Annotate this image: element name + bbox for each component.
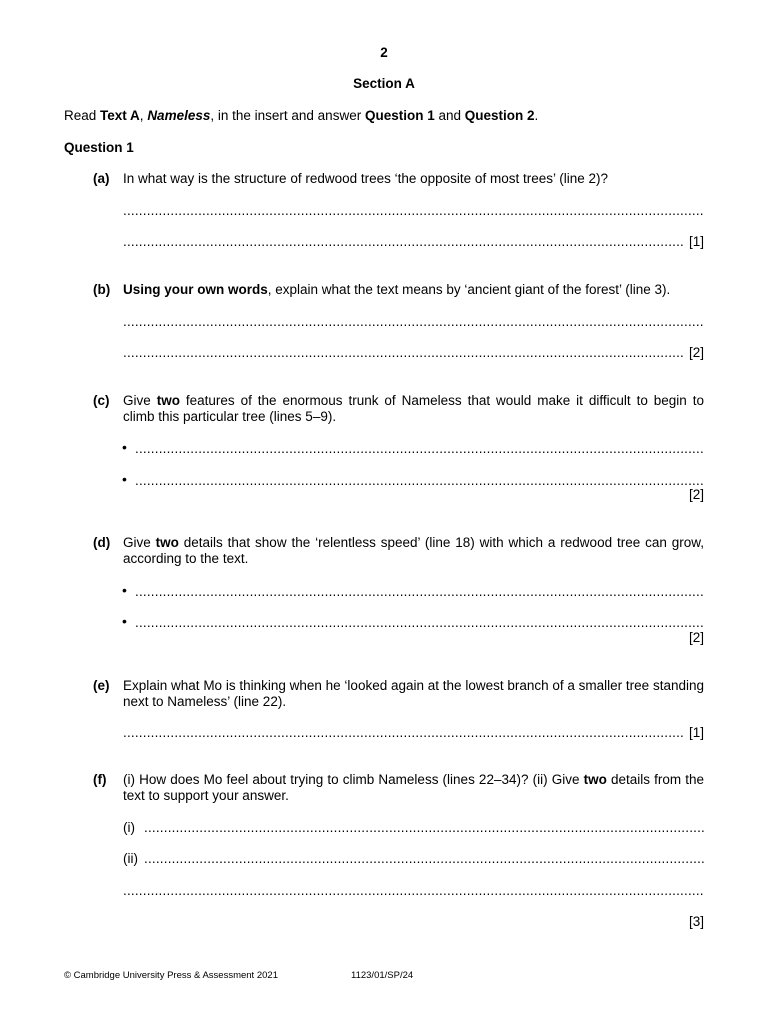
intro-middle: , in the insert and answer (210, 108, 365, 123)
part-d-bullet-2: • (122, 613, 127, 629)
part-d-label: (d) (93, 535, 111, 550)
part-c-bullet-1: • (122, 439, 127, 455)
part-b-text: , explain what the text means by ‘ancient giant of the forest’ (line 3). (267, 282, 671, 297)
part-f-label: (f) (93, 772, 107, 787)
part-b-answer-line-2[interactable] (123, 345, 683, 359)
part-c-bullet-2: • (122, 471, 127, 487)
part-e-question: Explain what Mo is thinking when he ‘looked again at the lowest branch of a smaller tree standing next to Nameless’ (line 22). (123, 678, 704, 709)
part-d-mark: [2] (688, 630, 704, 645)
section-title: Section A (353, 76, 415, 91)
part-f-text: details from the text to support your answer. (123, 772, 704, 803)
part-a-label: (a) (93, 171, 110, 186)
part-d-pre: Give (123, 535, 156, 550)
part-a-answer-line-1[interactable] (123, 203, 704, 217)
footer-copyright: © Cambridge University Press & Assessment 2021 (64, 970, 278, 981)
footer-code: 1123/01/SP/24 (351, 970, 414, 981)
intro-and: and (434, 108, 465, 123)
question-heading: Question 1 (64, 140, 134, 155)
part-a-answer-line-2[interactable] (123, 234, 683, 248)
intro-title: Nameless (147, 108, 211, 123)
intro-question-2: Question 2 (464, 108, 535, 123)
intro-read: Read (64, 108, 101, 123)
part-d-answer-line-2[interactable] (135, 615, 704, 629)
part-b-label: (b) (93, 282, 111, 297)
part-e-answer-line[interactable] (123, 725, 683, 739)
part-f-answer-line-i[interactable] (144, 820, 704, 834)
page-number: 2 (380, 45, 388, 60)
part-d-question (123, 535, 704, 567)
part-f-answer-line-3[interactable] (123, 883, 704, 897)
part-a-question: In what way is the structure of redwood trees ‘the opposite of most trees’ (line 2)? (123, 171, 608, 186)
part-f-question (123, 772, 704, 804)
part-e-mark: [1] (688, 725, 704, 740)
intro-instruction (64, 108, 538, 123)
part-d-bullet-1: • (122, 582, 127, 598)
part-a-mark: [1] (688, 234, 704, 249)
intro-end: . (534, 108, 539, 123)
part-f-pre: (i) How does Mo feel about trying to climb Nameless (lines 22–34)? (ii) Give (123, 772, 584, 787)
part-d-bold: two (155, 535, 179, 550)
part-c-label: (c) (93, 393, 110, 408)
part-c-text: features of the enormous trunk of Nameless that would make it difficult to begin to climb this particular tree (lines 5–9). (123, 393, 704, 424)
part-b-bold: Using your own words (123, 282, 268, 297)
part-f-answer-line-ii[interactable] (144, 851, 704, 865)
part-f-bold: two (583, 772, 607, 787)
part-f-sub-ii-label: (ii) (123, 851, 138, 866)
part-c-answer-line-2[interactable] (135, 473, 704, 487)
intro-question-1: Question 1 (364, 108, 435, 123)
part-c-answer-line-1[interactable] (135, 441, 704, 455)
part-f-sub-i-label: (i) (123, 820, 135, 835)
part-b-question (123, 282, 704, 298)
part-b-mark: [2] (688, 345, 704, 360)
intro-comma: , (139, 108, 148, 123)
part-f-mark: [3] (688, 914, 704, 929)
part-c-question (123, 393, 704, 425)
part-b-answer-line-1[interactable] (123, 314, 704, 328)
part-c-pre: Give (123, 393, 157, 408)
intro-text-a: Text A (100, 108, 140, 123)
part-c-mark: [2] (688, 487, 704, 502)
part-d-text: details that show the ‘relentless speed’ (line 18) with which a redwood tree can grow, according to the text. (123, 535, 704, 566)
part-c-bold: two (156, 393, 180, 408)
part-e-label: (e) (93, 678, 110, 693)
part-d-answer-line-1[interactable] (135, 584, 704, 598)
